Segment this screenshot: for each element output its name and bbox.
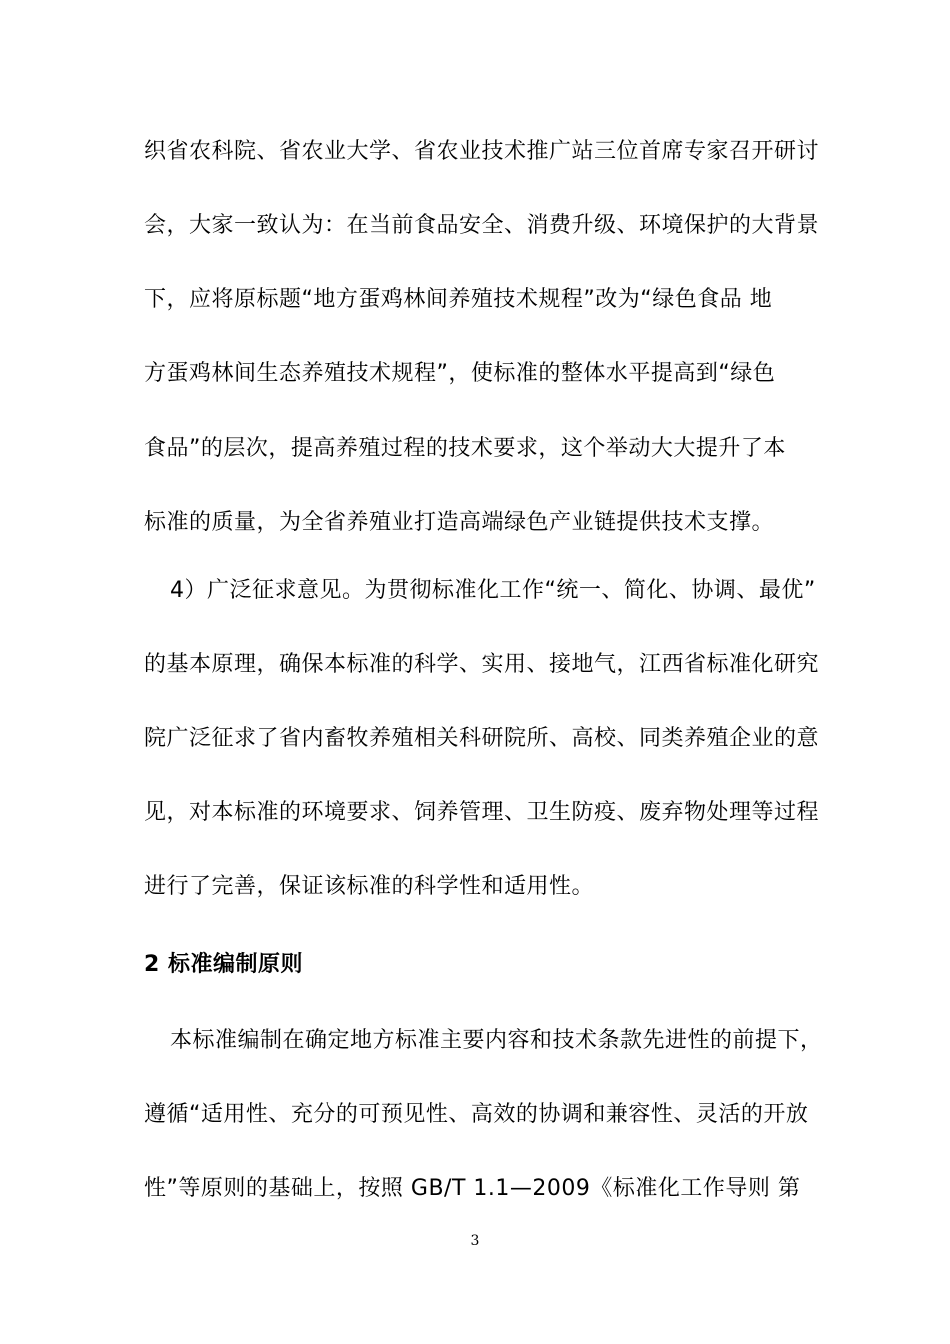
body-text-line: 的基本原理，确保本标准的科学、实用、接地气，江西省标准化研究: [144, 652, 820, 677]
body-text-line: 会，大家一致认为：在当前食品安全、消费升级、环境保护的大背景: [144, 213, 820, 238]
body-text-line: 遵循“适用性、充分的可预见性、高效的协调和兼容性、灵活的开放: [144, 1102, 809, 1127]
paragraph-start-line: 4）广泛征求意见。为贯彻标准化工作“统一、简化、协调、最优”: [170, 578, 816, 603]
body-text-line: 进行了完善，保证该标准的科学性和适用性。: [144, 874, 595, 899]
body-text-line: 下，应将原标题“地方蛋鸡林间养殖技术规程”改为“绿色食品 地: [144, 287, 773, 312]
page-number: 3: [470, 1233, 480, 1249]
body-text-line: 标准的质量，为全省养殖业打造高端绿色产业链提供技术支撑。: [144, 510, 775, 535]
section-heading: 2 标准编制原则: [144, 952, 303, 977]
paragraph-start-line: 本标准编制在确定地方标准主要内容和技术条款先进性的前提下，: [170, 1028, 823, 1053]
body-text-line: 见，对本标准的环境要求、饲养管理、卫生防疫、废弃物处理等过程: [144, 800, 820, 825]
body-text-line: 院广泛征求了省内畜牧养殖相关科研院所、高校、同类养殖企业的意: [144, 726, 820, 751]
body-text-line: 食品”的层次，提高养殖过程的技术要求，这个举动大大提升了本: [144, 436, 786, 461]
body-text-line: 性”等原则的基础上，按照 GB/T 1.1—2009《标准化工作导则 第: [144, 1176, 801, 1201]
body-text-line: 织省农科院、省农业大学、省农业技术推广站三位首席专家召开研讨: [144, 139, 820, 164]
body-text-line: 方蛋鸡林间生态养殖技术规程”，使标准的整体水平提高到“绿色: [144, 361, 776, 386]
